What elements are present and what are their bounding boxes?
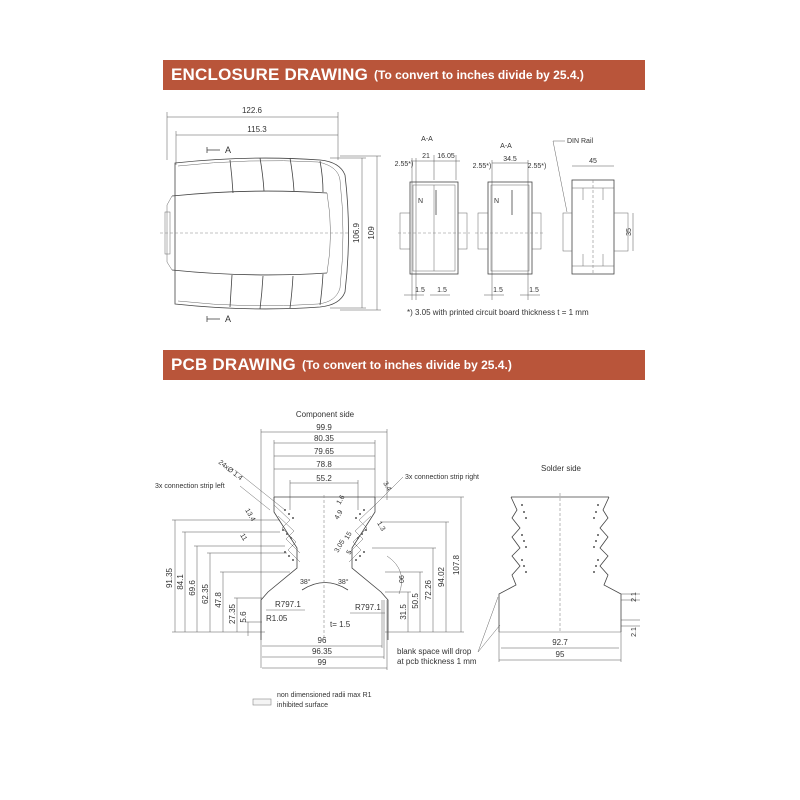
section1-dim-b: 21 [422,153,430,160]
thickness-label: t= 1.5 [330,620,351,629]
strip-right-label: 3x connection strip right [405,474,479,481]
pcb-title: PCB DRAWING [171,355,296,374]
strip-left-label: 3x connection strip left [155,483,225,490]
pcb-subtitle: (To convert to inches divide by 25.4.) [301,358,512,372]
pcb-component-side [155,410,500,670]
dim-69-6: 69.6 [188,580,197,596]
dim-99-9: 99.9 [316,423,332,432]
pcb-solder-side [499,464,640,662]
dim-inner-height: 106.9 [352,222,361,244]
dim-79-65: 79.65 [313,447,335,456]
section1-dim-c: 16.05 [437,153,455,160]
hole-label: 24xØ 1.4 [216,459,244,483]
section2-title: A-A [500,143,512,150]
radius-left: R797.1 [275,600,301,609]
legend [253,692,372,709]
section2-dim-c: 2.55*) [527,163,547,170]
radius-right: R797.1 [355,603,381,612]
solder-dim-outer: 95 [555,650,565,659]
dim-27-35: 27.35 [228,603,237,625]
enclosure-footnote: *) 3.05 with printed circuit board thickness t = 1 mm [407,308,589,317]
section2-bottom-a: 1.5 [493,287,503,294]
solder-side-dim-top: 2.1 [631,592,638,602]
dim-5-6: 5.6 [239,611,248,623]
dim-96-35: 96.35 [311,647,333,656]
dim-1-6: 1.6 [335,494,347,506]
section1-dim-a: 2.55*) [394,161,414,168]
section-marker-bottom: A [225,314,232,324]
section-view-2 [473,143,547,300]
enclosure-subtitle: (To convert to inches divide by 25.4.) [374,68,584,82]
dim-13-4: 13.4 [243,507,257,523]
right-height-dims [372,497,464,632]
solder-side-dim-bottom: 2.1 [631,627,638,637]
radius-small: R1.05 [266,614,288,623]
din-rail-label: DIN Rail [567,138,594,145]
section1-bottom-b: 1.5 [437,287,447,294]
dim-99: 99 [317,658,327,667]
dim-3-05: 3.05 [333,538,347,554]
solder-side-title: Solder side [540,464,582,473]
dim-55-2: 55.2 [316,474,332,483]
inhibited-surface-swatch [253,699,271,705]
component-side-title: Component side [295,410,355,419]
section2-dim-a: 2.55*) [472,163,492,170]
dim-inner-width: 115.3 [247,125,267,134]
section-marker-top: A [225,145,232,155]
enclosure-top-view [160,106,381,324]
angle-dim: 06 [399,575,406,583]
connection-strip-left [274,505,300,562]
dim-50-5: 50.5 [411,593,420,609]
dim-3-4: 3.4 [381,480,393,493]
section1-bottom-a: 1.5 [415,287,425,294]
dim-78-8: 78.8 [316,460,332,469]
blank-space-note-1: blank space will drop [397,647,472,656]
dim-107-8: 107.8 [452,554,461,576]
section2-bottom-b: 1.5 [529,287,539,294]
side-width-dim: 45 [589,158,597,165]
dim-outer-width: 122.6 [241,106,263,115]
dim-outer-height: 109 [367,226,376,240]
solder-dim-inner: 92.7 [552,638,568,647]
dim-96: 96 [317,636,327,645]
dim-15: 15 [343,530,354,541]
section1-mark: N [418,198,424,205]
section2-dim-b: 34.5 [503,156,517,163]
dim-91-35: 91.35 [165,567,174,589]
dim-47-8: 47.8 [214,592,223,608]
angle-right: 38° [338,579,349,586]
legend-line-2: inhibited surface [277,702,328,709]
dim-5: 5 [345,549,354,556]
section1-title: A-A [421,136,433,143]
blank-space-note-2: at pcb thickness 1 mm [397,657,477,666]
dim-62-35: 62.35 [201,583,210,605]
section-view-1 [395,136,470,300]
dim-72-26: 72.26 [424,579,433,601]
dim-1-3: 1.3 [375,520,387,533]
dim-84-1: 84.1 [176,574,185,590]
dim-11: 11 [238,532,248,543]
rail-height-dim: 35 [626,228,633,236]
dim-31-5: 31.5 [399,604,408,620]
dim-94-02: 94.02 [437,566,446,588]
legend-line-1: non dimensioned radii max R1 [277,692,372,699]
enclosure-title: ENCLOSURE DRAWING [171,65,369,84]
section2-mark: N [494,198,500,205]
side-view [553,138,633,274]
angle-left: 38° [300,579,311,586]
dim-4-9: 4.9 [333,509,345,521]
dim-80-35: 80.35 [313,434,335,443]
